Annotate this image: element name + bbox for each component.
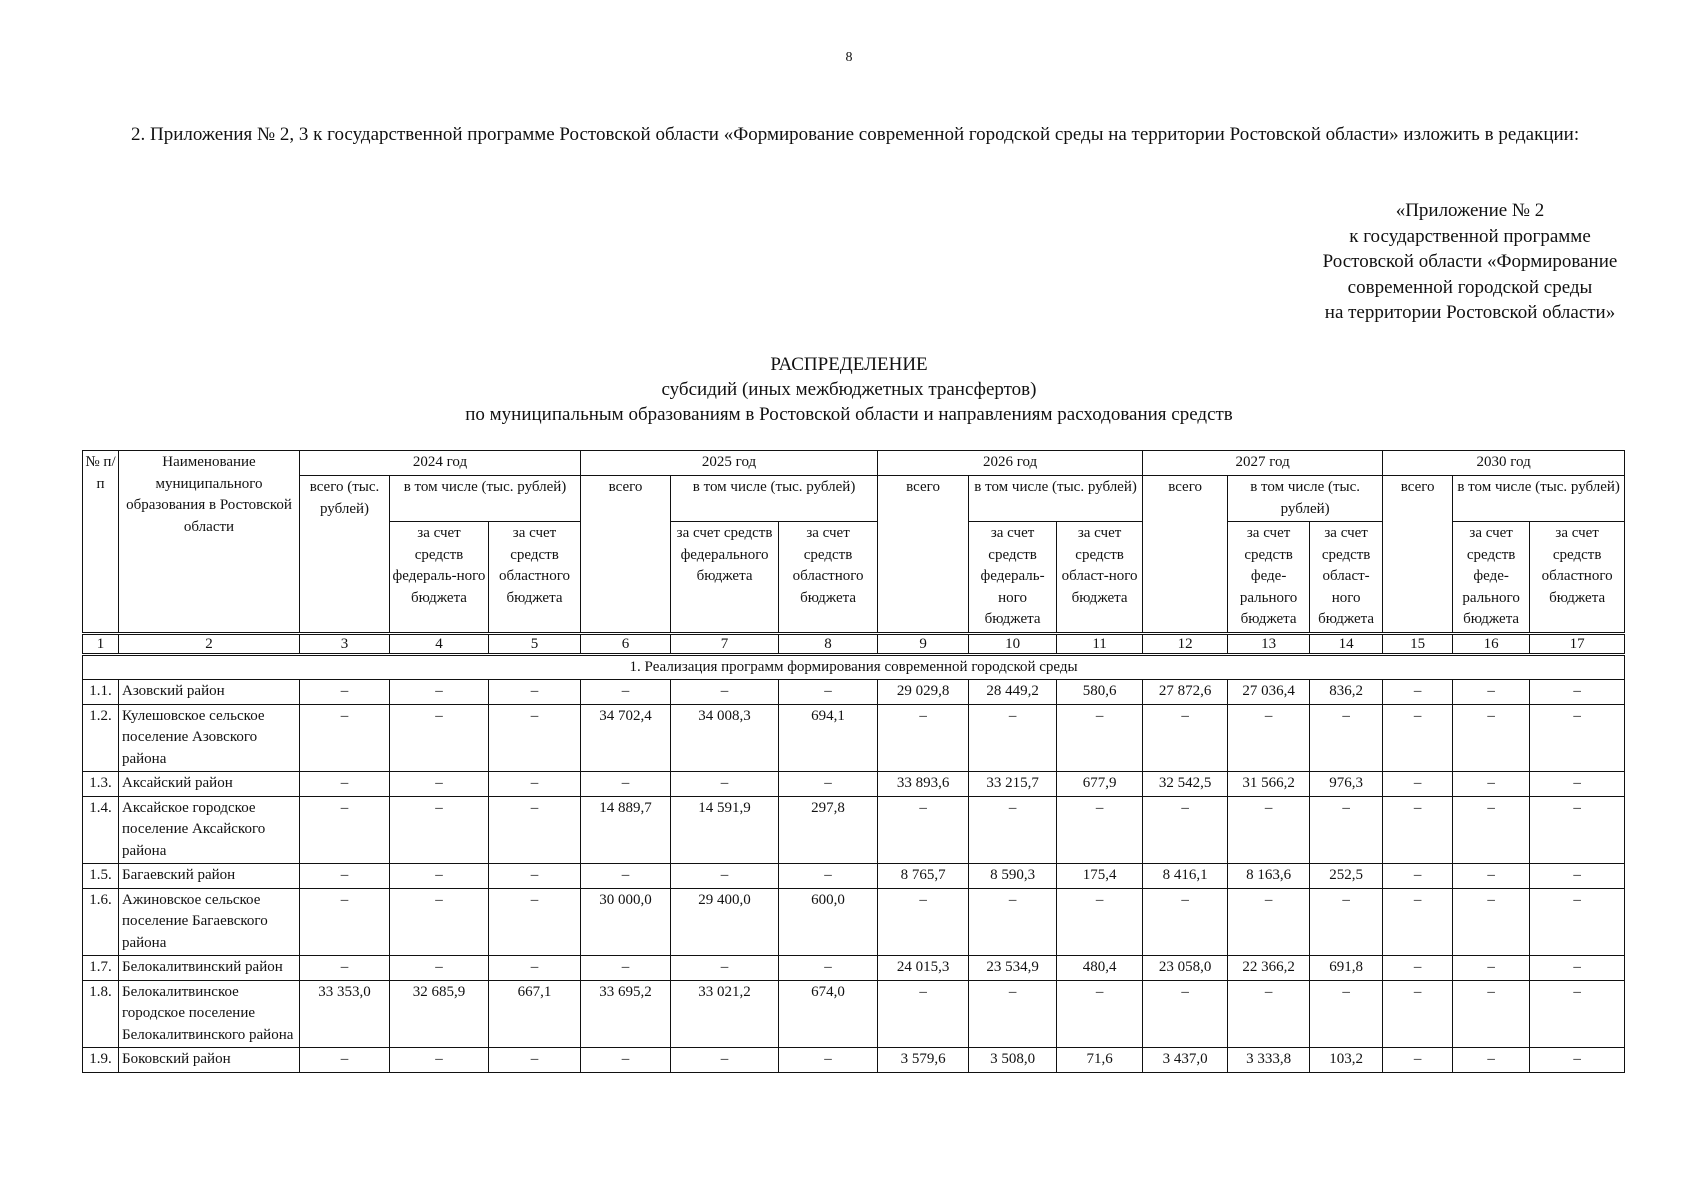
value-cell: – [489,1048,581,1073]
value-cell: – [1057,704,1143,772]
column-number: 13 [1228,633,1310,654]
value-cell: 27 036,4 [1228,680,1310,705]
value-cell: – [581,1048,671,1073]
value-cell: 3 579,6 [878,1048,969,1073]
value-cell: – [1383,1048,1453,1073]
column-number: 2 [119,633,300,654]
header-including: в том числе (тыс. рублей) [1453,476,1625,522]
value-cell: 31 566,2 [1228,772,1310,797]
value-cell: – [1383,704,1453,772]
column-number: 8 [779,633,878,654]
value-cell: 691,8 [1310,956,1383,981]
value-cell: – [390,704,489,772]
value-cell: – [1453,772,1530,797]
value-cell: – [390,772,489,797]
value-cell: – [489,864,581,889]
value-cell: 23 058,0 [1143,956,1228,981]
header-total: всего [1383,476,1453,634]
section-row [83,654,1625,680]
value-cell: – [300,888,390,956]
header-regional: за счет средств областного бюджета [1530,522,1625,634]
table-row [83,888,1625,956]
value-cell: – [1453,888,1530,956]
value-cell: – [1143,796,1228,864]
header-regional: за счет средств областного бюджета [779,522,878,634]
header-federal: за счет средств феде-рального бюджета [1453,522,1530,634]
value-cell: 480,4 [1057,956,1143,981]
row-number: 1.7. [83,956,119,981]
column-number: 7 [671,633,779,654]
header-year: 2026 год [878,451,1143,476]
value-cell: 600,0 [779,888,878,956]
value-cell: – [1310,888,1383,956]
table-row [83,772,1625,797]
value-cell: – [300,704,390,772]
municipality-name: Багаевский район [119,864,300,889]
value-cell: 27 872,6 [1143,680,1228,705]
header-year: 2024 год [300,451,581,476]
value-cell: – [1057,980,1143,1048]
value-cell: – [1310,980,1383,1048]
header-total: всего (тыс. рублей) [300,476,390,634]
value-cell: – [390,956,489,981]
value-cell: 8 590,3 [969,864,1057,889]
municipality-name: Белокалитвинский район [119,956,300,981]
value-cell: – [581,956,671,981]
value-cell: – [779,864,878,889]
value-cell: – [779,772,878,797]
value-cell: – [1530,704,1625,772]
value-cell: – [1310,704,1383,772]
municipality-name: Аксайское городское поселение Аксайского района [119,796,300,864]
value-cell: 8 416,1 [1143,864,1228,889]
header-year: 2030 год [1383,451,1625,476]
municipality-name: Аксайский район [119,772,300,797]
row-number: 1.5. [83,864,119,889]
value-cell: 836,2 [1310,680,1383,705]
column-number: 17 [1530,633,1625,654]
table-row [83,704,1625,772]
value-cell: – [878,796,969,864]
value-cell: 175,4 [1057,864,1143,889]
value-cell: 33 893,6 [878,772,969,797]
appendix-ref-line: Ростовской области «Формирование [1322,251,1618,272]
row-number: 1.2. [83,704,119,772]
value-cell: 71,6 [1057,1048,1143,1073]
column-number: 10 [969,633,1057,654]
value-cell: – [969,796,1057,864]
column-number: 16 [1453,633,1530,654]
title-line: субсидий (иных межбюджетных трансфертов) [661,379,1037,400]
header-including: в том числе (тыс. рублей) [390,476,581,522]
column-number: 5 [489,633,581,654]
value-cell: 34 702,4 [581,704,671,772]
appendix-reference [1290,198,1650,326]
value-cell: – [878,704,969,772]
column-numbers-row [83,633,1625,654]
value-cell: – [489,704,581,772]
header-name: Наименование муниципального образования в Ростовской области [119,451,300,634]
appendix-ref-line: к государственной программе [1349,225,1591,247]
value-cell: – [1453,680,1530,705]
section-title: 1. Реализация программ формирования современной городской среды [83,654,1625,680]
value-cell: – [671,864,779,889]
value-cell: – [581,772,671,797]
value-cell: – [1228,888,1310,956]
value-cell: – [1383,796,1453,864]
value-cell: – [1057,796,1143,864]
appendix-ref-line: «Приложение № 2 [1395,200,1545,221]
value-cell: – [1453,796,1530,864]
value-cell: – [1228,796,1310,864]
municipality-name: Белокалитвинское городское поселение Белокалитвинского района [119,980,300,1048]
value-cell: 103,2 [1310,1048,1383,1073]
value-cell: – [390,864,489,889]
value-cell: – [779,680,878,705]
value-cell: 3 437,0 [1143,1048,1228,1073]
value-cell: – [489,796,581,864]
row-number: 1.3. [83,772,119,797]
municipality-name: Кулешовское сельское поселение Азовского района [119,704,300,772]
appendix-ref-line: современной городской среды [1347,276,1593,298]
value-cell: 23 534,9 [969,956,1057,981]
value-cell: 32 685,9 [390,980,489,1048]
page-number: 8 [845,50,853,65]
header-regional: за счет средств област-ного бюджета [1310,522,1383,634]
appendix-ref-line: на территории Ростовской области» [1324,302,1616,323]
row-number: 1.9. [83,1048,119,1073]
table-row [83,980,1625,1048]
value-cell: – [1530,864,1625,889]
value-cell: 674,0 [779,980,878,1048]
intro-paragraph: 2. Приложения № 2, 3 к государственной программе Ростовской области «Формирование современной городской среды на территории Ростовской области» изложить в редакции: [131,124,1580,145]
value-cell: 3 508,0 [969,1048,1057,1073]
header-federal: за счет средств федерального бюджета [671,522,779,634]
header-federal: за счет средств федераль-ного бюджета [969,522,1057,634]
value-cell: – [1383,864,1453,889]
table-row [83,956,1625,981]
value-cell: – [581,864,671,889]
value-cell: – [969,980,1057,1048]
value-cell: – [1228,980,1310,1048]
value-cell: – [1143,888,1228,956]
value-cell: – [300,796,390,864]
value-cell: 252,5 [1310,864,1383,889]
value-cell: – [1453,1048,1530,1073]
column-number: 14 [1310,633,1383,654]
header-year: 2027 год [1143,451,1383,476]
municipality-name: Азовский район [119,680,300,705]
row-number: 1.8. [83,980,119,1048]
value-cell: – [581,680,671,705]
value-cell: – [300,772,390,797]
value-cell: – [1143,980,1228,1048]
title-line: по муниципальным образованиям в Ростовской области и направлениям расходования средств [465,404,1233,425]
value-cell: – [878,980,969,1048]
distribution-table [82,450,1625,1073]
value-cell: 33 021,2 [671,980,779,1048]
header-regional: за счет средств област-ного бюджета [1057,522,1143,634]
row-number: 1.6. [83,888,119,956]
header-total: всего [1143,476,1228,634]
title-line: РАСПРЕДЕЛЕНИЕ [770,354,928,375]
value-cell: – [779,956,878,981]
value-cell: – [1228,704,1310,772]
header-regional: за счет средств областного бюджета [489,522,581,634]
value-cell: – [1453,980,1530,1048]
value-cell: – [1143,704,1228,772]
header-including: в том числе (тыс. рублей) [671,476,878,522]
value-cell: 33 215,7 [969,772,1057,797]
header-including: в том числе (тыс. рублей) [1228,476,1383,522]
row-number: 1.1. [83,680,119,705]
value-cell: – [1453,704,1530,772]
value-cell: – [390,888,489,956]
header-total: всего [878,476,969,634]
header-total: всего [581,476,671,634]
value-cell: 28 449,2 [969,680,1057,705]
value-cell: 8 163,6 [1228,864,1310,889]
value-cell: 24 015,3 [878,956,969,981]
value-cell: – [1453,956,1530,981]
value-cell: 667,1 [489,980,581,1048]
value-cell: 30 000,0 [581,888,671,956]
column-number: 12 [1143,633,1228,654]
value-cell: 976,3 [1310,772,1383,797]
value-cell: – [1530,680,1625,705]
value-cell: 33 695,2 [581,980,671,1048]
value-cell: 22 366,2 [1228,956,1310,981]
column-number: 3 [300,633,390,654]
value-cell: – [390,796,489,864]
value-cell: – [489,956,581,981]
value-cell: – [1310,796,1383,864]
column-number: 1 [83,633,119,654]
value-cell: – [1530,1048,1625,1073]
column-number: 9 [878,633,969,654]
value-cell: 34 008,3 [671,704,779,772]
value-cell: – [489,680,581,705]
municipality-name: Ажиновское сельское поселение Багаевского района [119,888,300,956]
value-cell: – [300,1048,390,1073]
value-cell: – [489,772,581,797]
header-num: № п/п [83,451,119,634]
value-cell: 29 400,0 [671,888,779,956]
value-cell: – [1057,888,1143,956]
table-row [83,864,1625,889]
value-cell: – [969,888,1057,956]
value-cell: – [969,704,1057,772]
value-cell: – [390,680,489,705]
column-number: 15 [1383,633,1453,654]
value-cell: 14 889,7 [581,796,671,864]
value-cell: – [1530,888,1625,956]
value-cell: 29 029,8 [878,680,969,705]
value-cell: – [300,864,390,889]
value-cell: – [1383,888,1453,956]
municipality-name: Боковский район [119,1048,300,1073]
value-cell: – [1453,864,1530,889]
value-cell: – [300,680,390,705]
value-cell: – [1530,980,1625,1048]
column-number: 4 [390,633,489,654]
header-federal: за счет средств федераль-ного бюджета [390,522,489,634]
header-federal: за счет средств феде-рального бюджета [1228,522,1310,634]
value-cell: 3 333,8 [1228,1048,1310,1073]
column-number: 6 [581,633,671,654]
value-cell: – [1383,772,1453,797]
table-row [83,1048,1625,1073]
value-cell: – [671,956,779,981]
value-cell: 33 353,0 [300,980,390,1048]
value-cell: 677,9 [1057,772,1143,797]
value-cell: – [671,772,779,797]
value-cell: – [300,956,390,981]
value-cell: – [779,1048,878,1073]
column-number: 11 [1057,633,1143,654]
row-number: 1.4. [83,796,119,864]
value-cell: – [1530,796,1625,864]
table-row [83,680,1625,705]
value-cell: 694,1 [779,704,878,772]
value-cell: 580,6 [1057,680,1143,705]
header-including: в том числе (тыс. рублей) [969,476,1143,522]
value-cell: – [878,888,969,956]
value-cell: – [671,1048,779,1073]
table-body [83,633,1625,1072]
value-cell: 32 542,5 [1143,772,1228,797]
value-cell: – [1383,956,1453,981]
table-row [83,796,1625,864]
value-cell: – [671,680,779,705]
value-cell: 8 765,7 [878,864,969,889]
value-cell: – [390,1048,489,1073]
value-cell: 297,8 [779,796,878,864]
value-cell: – [489,888,581,956]
value-cell: – [1530,772,1625,797]
value-cell: – [1530,956,1625,981]
value-cell: – [1383,680,1453,705]
document-title [0,352,1698,427]
value-cell: 14 591,9 [671,796,779,864]
value-cell: – [1383,980,1453,1048]
header-year: 2025 год [581,451,878,476]
